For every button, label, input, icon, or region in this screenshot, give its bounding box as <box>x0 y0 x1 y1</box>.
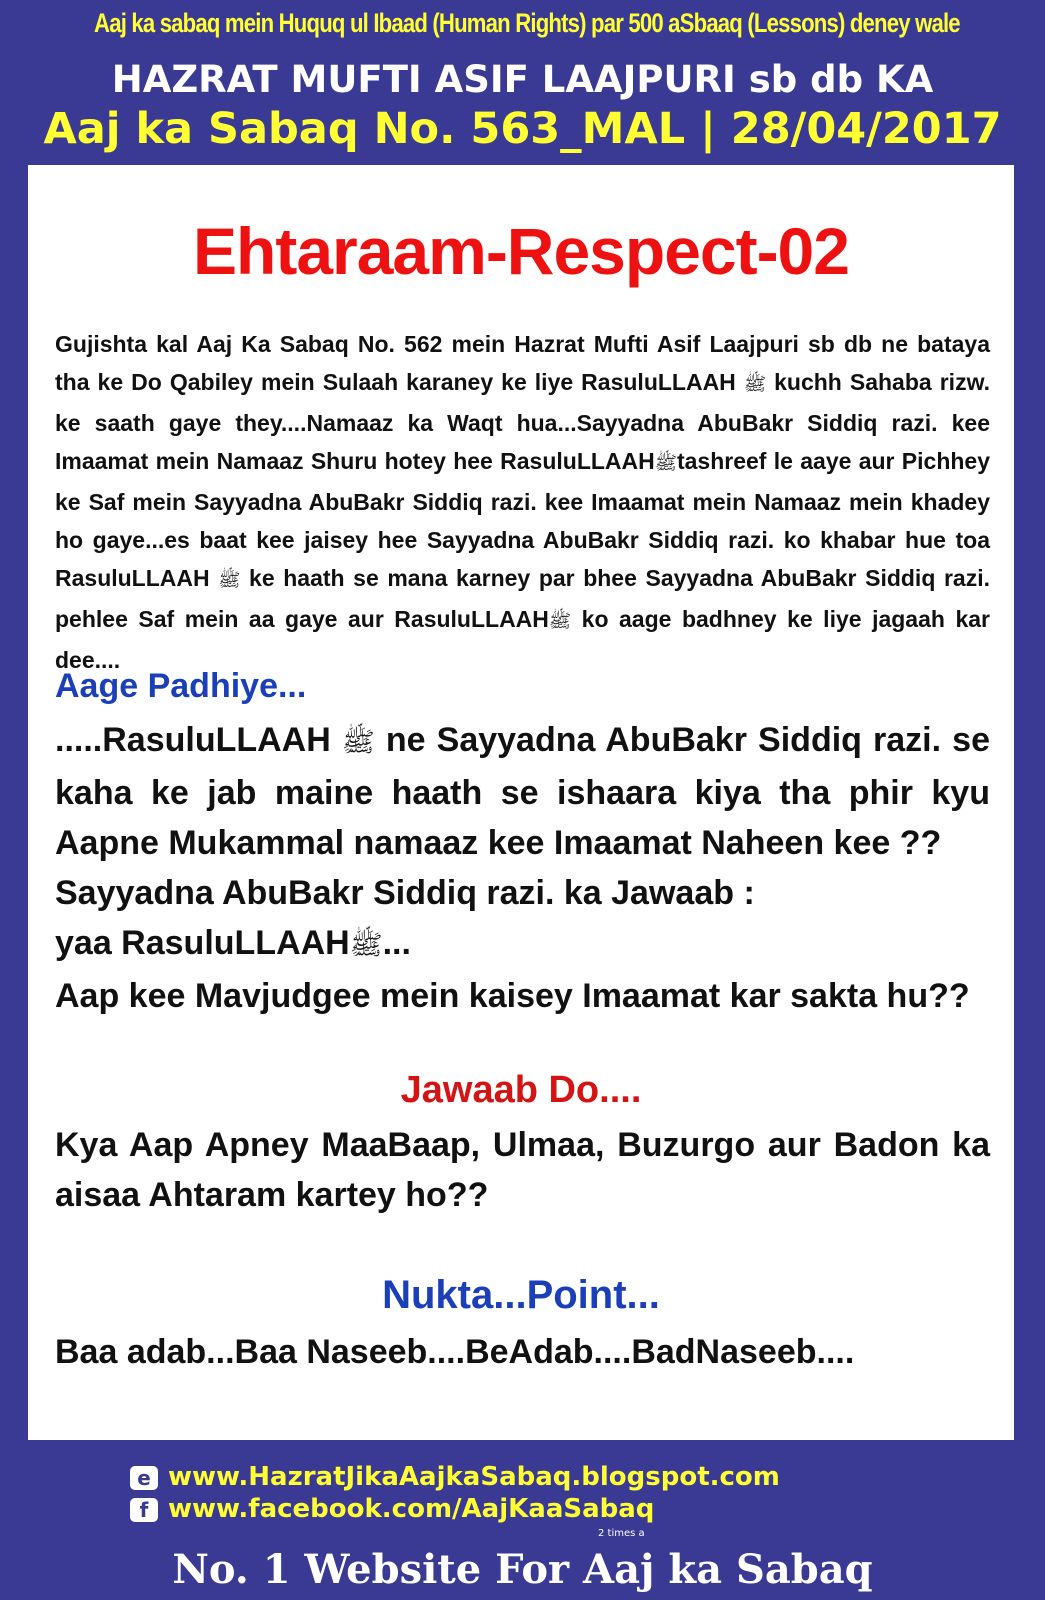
facebook-url[interactable]: www.facebook.com/AajKaaSabaq <box>168 1494 655 1524</box>
main-paragraph <box>55 715 990 1021</box>
main-text-2: ne Sayyadna AbuBakr Siddiq razi. se kaha ke jab maine haath se ishaara kiya tha phir kyu Aapne Mukammal namaaz kee Imaamat Naheen kee ?? <box>55 721 991 862</box>
tiny-note: 2 times a <box>598 1528 645 1539</box>
salawat-icon: ﷺ <box>218 570 241 591</box>
salawat-icon: ﷺ <box>349 930 383 961</box>
main-text-1: .....RasuluLLAAH <box>55 721 342 759</box>
jawaab-intro: Sayyadna AbuBakr Siddiq razi. ka Jawaab : <box>55 874 755 912</box>
ellipsis-text: ... <box>382 924 411 962</box>
yaa-rasulullah-text: yaa RasuluLLAAH <box>55 924 350 962</box>
facebook-icon: f <box>130 1498 158 1522</box>
header-line-1: Aaj ka sabaq mein Huquq ul Ibaad (Human Rights) par 500 aSbaaq (Lessons) deney wale <box>94 8 960 38</box>
answer-text: Aap kee Mavjudgee mein kaisey Imaamat kar sakta hu?? <box>55 977 970 1015</box>
jawaab-heading: Jawaab Do.... <box>400 1069 642 1111</box>
aage-padhiye-heading: Aage Padhiye... <box>55 667 307 705</box>
intro-text-5: ko aage badhney ke liye jagaah kar dee.... <box>55 606 990 673</box>
intro-text-3: tashreef le aaye aur Pichhey ke Saf mein Sayyadna AbuBakr Siddiq razi. kee Imaamat mein Namaaz mein khadey ho gaye...es baat kee jaisey hee Sayyadna AbuBakr Siddiq razi. ko khabar hue toa RasuluLLAAH <box>55 448 991 591</box>
blog-link[interactable] <box>130 1462 780 1492</box>
facebook-link[interactable] <box>130 1494 654 1524</box>
footer-tagline: No. 1 Website For Aaj ka Sabaq <box>172 1546 873 1593</box>
question-paragraph: Kya Aap Apney MaaBaap, Ulmaa, Buzurgo aur Badon ka aisaa Ahtaram kartey ho?? <box>55 1126 990 1214</box>
intro-paragraph <box>55 325 990 679</box>
intro-text-2: kuchh Sahaba rizw. ke saath gaye they....Namaaz ka Waqt hua...Sayyadna AbuBakr Siddiq razi. kee Imaamat mein Namaaz Shuru hotey hee RasuluLLAAH <box>55 369 990 474</box>
intro-text-1: Gujishta kal Aaj Ka Sabaq No. 562 mein Hazrat Mufti Asif Laajpuri sb db ne bataya tha ke Do Qabiley mein Sulaah karaney ke liye RasuluLLAAH <box>55 331 990 395</box>
nukta-text: Baa adab...Baa Naseeb....BeAdab....BadNaseeb.... <box>55 1333 855 1371</box>
page-title: Ehtaraam-Respect-02 <box>193 214 849 288</box>
salawat-icon: ﷺ <box>548 611 572 632</box>
header-line-3: Aaj ka Sabaq No. 563_MAL | 28/04/2017 <box>43 104 1002 154</box>
salawat-icon: ﷺ <box>654 453 677 474</box>
content-panel <box>28 165 1014 1440</box>
header-line-2: HAZRAT MUFTI ASIF LAAJPURI sb db KA <box>111 58 934 101</box>
salawat-icon: ﷺ <box>341 727 375 758</box>
intro-text-4: ke haath se mana karney par bhee Sayyadna AbuBakr Siddiq razi. pehlee Saf mein aa gaye aur RasuluLLAAH <box>55 565 990 632</box>
blog-icon: e <box>130 1466 158 1490</box>
blog-url[interactable]: www.HazratJikaAajkaSabaq.blogspot.com <box>168 1462 780 1492</box>
salawat-icon: ﷺ <box>743 374 767 395</box>
nukta-heading: Nukta...Point... <box>382 1273 660 1317</box>
